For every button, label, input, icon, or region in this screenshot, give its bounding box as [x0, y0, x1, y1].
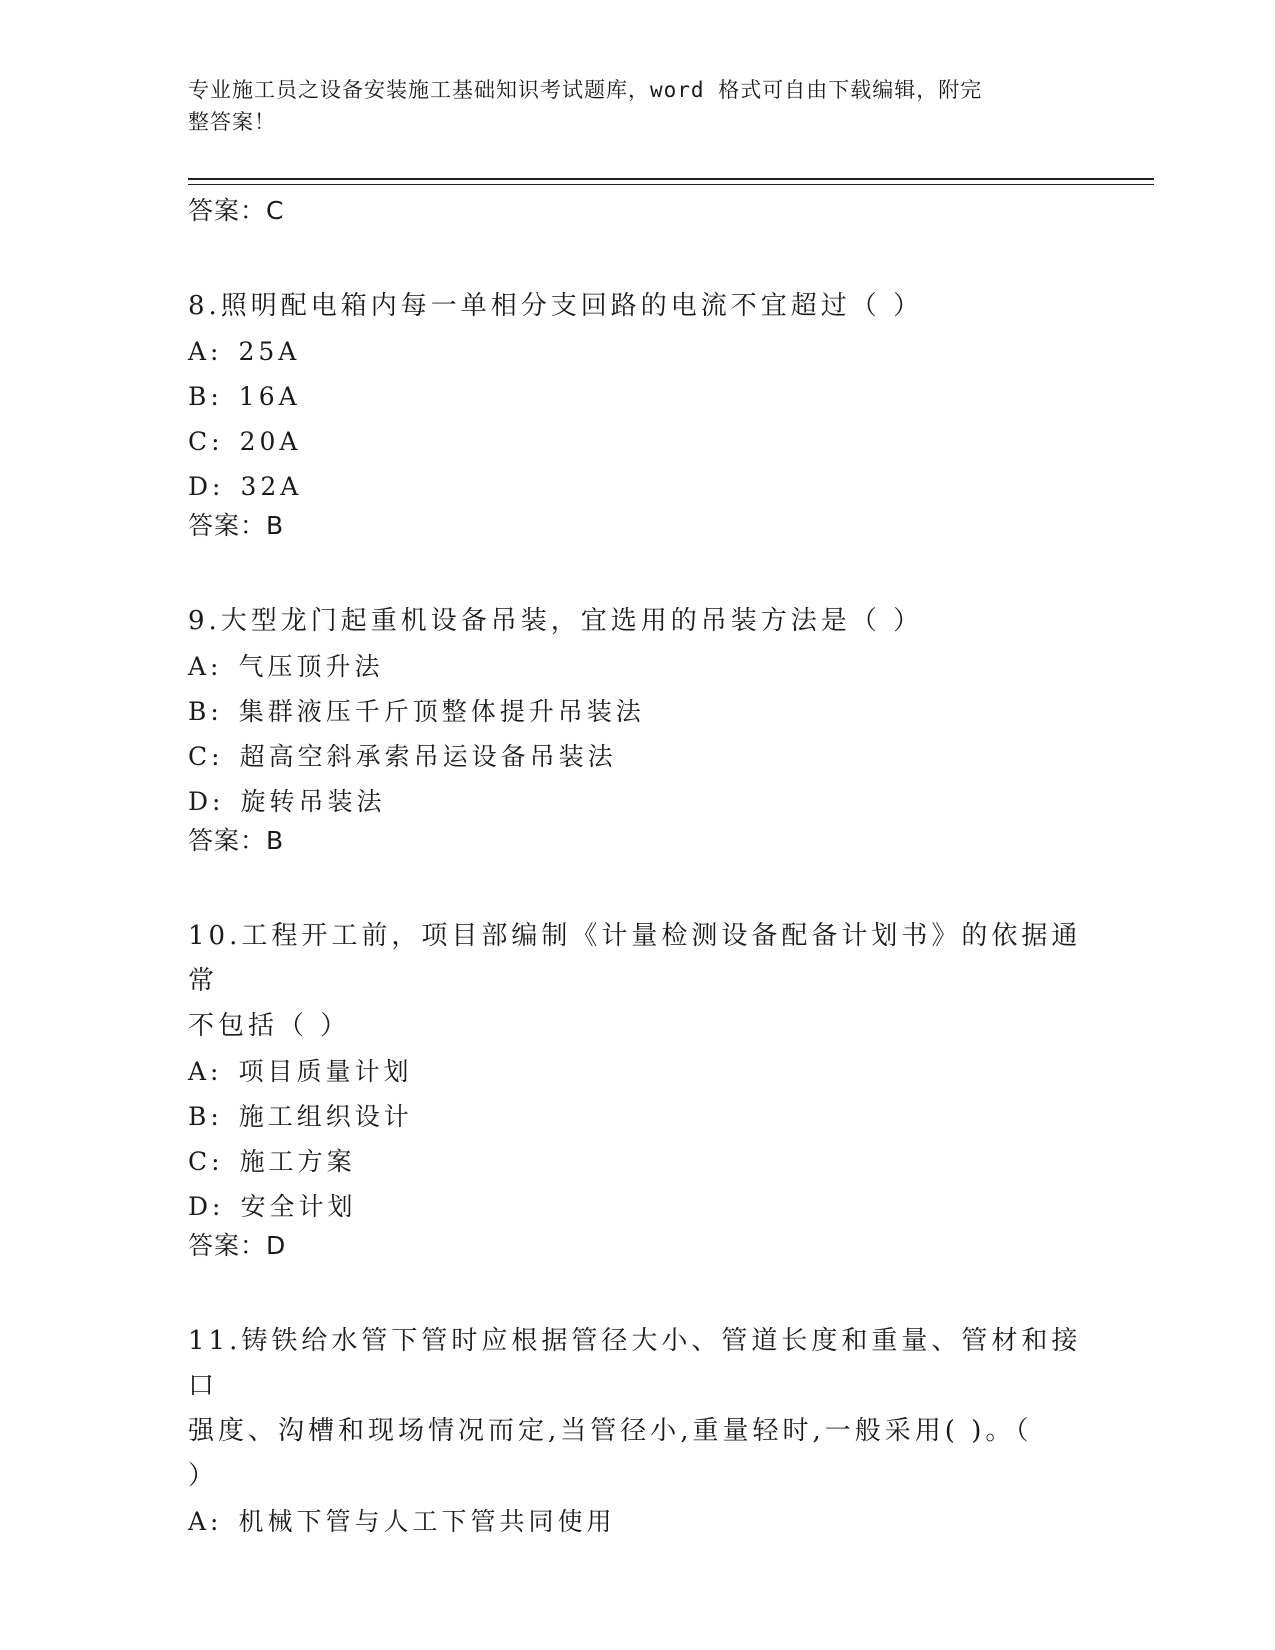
option-key: B: [188, 697, 223, 726]
option-a [188, 1499, 1088, 1544]
question-text: 9.大型龙门起重机设备吊装，宜选用的吊装方法是（ ） [188, 606, 924, 636]
option-key: A: [188, 337, 223, 366]
option-key: A: [188, 1057, 223, 1086]
question-text-line-2: 不包括（ ） [188, 1011, 351, 1041]
option-key: C: [188, 1147, 224, 1176]
answer-label: 答案：D [188, 1231, 287, 1260]
question-10 [188, 914, 1088, 1261]
question-text-line-1: 10.工程开工前，项目部编制《计量检测设备配备计划书》的依据通常 [188, 921, 1082, 996]
option-key: B: [188, 1102, 223, 1131]
option-key: D: [188, 472, 225, 501]
option-value: 20A [239, 427, 302, 456]
option-value: 机械下管与人工下管共同使用 [238, 1507, 616, 1536]
option-d [188, 779, 1088, 824]
option-value: 超高空斜承索吊运设备吊装法 [239, 742, 617, 771]
question-text: 8.照明配电箱内每一单相分支回路的电流不宜超过（ ） [188, 291, 924, 321]
option-d [188, 464, 1088, 509]
option-c [188, 734, 1088, 779]
option-value: 集群液压千斤顶整体提升吊装法 [238, 697, 645, 726]
answer-label: 答案：B [188, 511, 285, 540]
option-key: D: [188, 787, 225, 816]
answer-label: 答案：B [188, 826, 285, 855]
option-value: 16A [238, 382, 301, 411]
option-key: C: [188, 427, 224, 456]
answer-previous-question: 答案：C [188, 196, 285, 225]
question-11 [188, 1319, 1088, 1544]
option-b [188, 1094, 1088, 1139]
page-header [188, 74, 1068, 138]
header-line-1: 专业施工员之设备安装施工基础知识考试题库，word 格式可自由下载编辑，附完 [188, 78, 983, 102]
question-text-line-2: 强度、沟槽和现场情况而定,当管径小,重量轻时,一般采用( )。（ [188, 1416, 1033, 1446]
option-c [188, 419, 1088, 464]
option-value: 25A [238, 337, 301, 366]
option-key: A: [188, 652, 223, 681]
header-divider-thick [188, 178, 1154, 180]
option-value: 项目质量计划 [238, 1057, 413, 1086]
option-key: A: [188, 1507, 223, 1536]
question-9 [188, 599, 1088, 856]
option-value: 安全计划 [240, 1192, 357, 1221]
option-a [188, 644, 1088, 689]
option-d [188, 1184, 1088, 1229]
option-key: B: [188, 382, 223, 411]
option-b [188, 689, 1088, 734]
header-line-2: 整答案！ [188, 110, 276, 134]
option-value: 气压顶升法 [238, 652, 384, 681]
header-divider-thin [188, 184, 1154, 185]
question-8 [188, 284, 1088, 541]
option-c [188, 1139, 1088, 1184]
option-key: D: [188, 1192, 225, 1221]
question-content [188, 192, 1088, 1602]
option-b [188, 374, 1088, 419]
option-a [188, 329, 1088, 374]
option-value: 32A [240, 472, 303, 501]
option-value: 施工组织设计 [238, 1102, 413, 1131]
question-text-line-1: 11.铸铁给水管下管时应根据管径大小、管道长度和重量、管材和接口 [188, 1326, 1082, 1401]
option-value: 施工方案 [239, 1147, 356, 1176]
option-key: C: [188, 742, 224, 771]
option-value: 旋转吊装法 [240, 787, 386, 816]
question-text-line-3: ） [188, 1461, 219, 1491]
option-a [188, 1049, 1088, 1094]
